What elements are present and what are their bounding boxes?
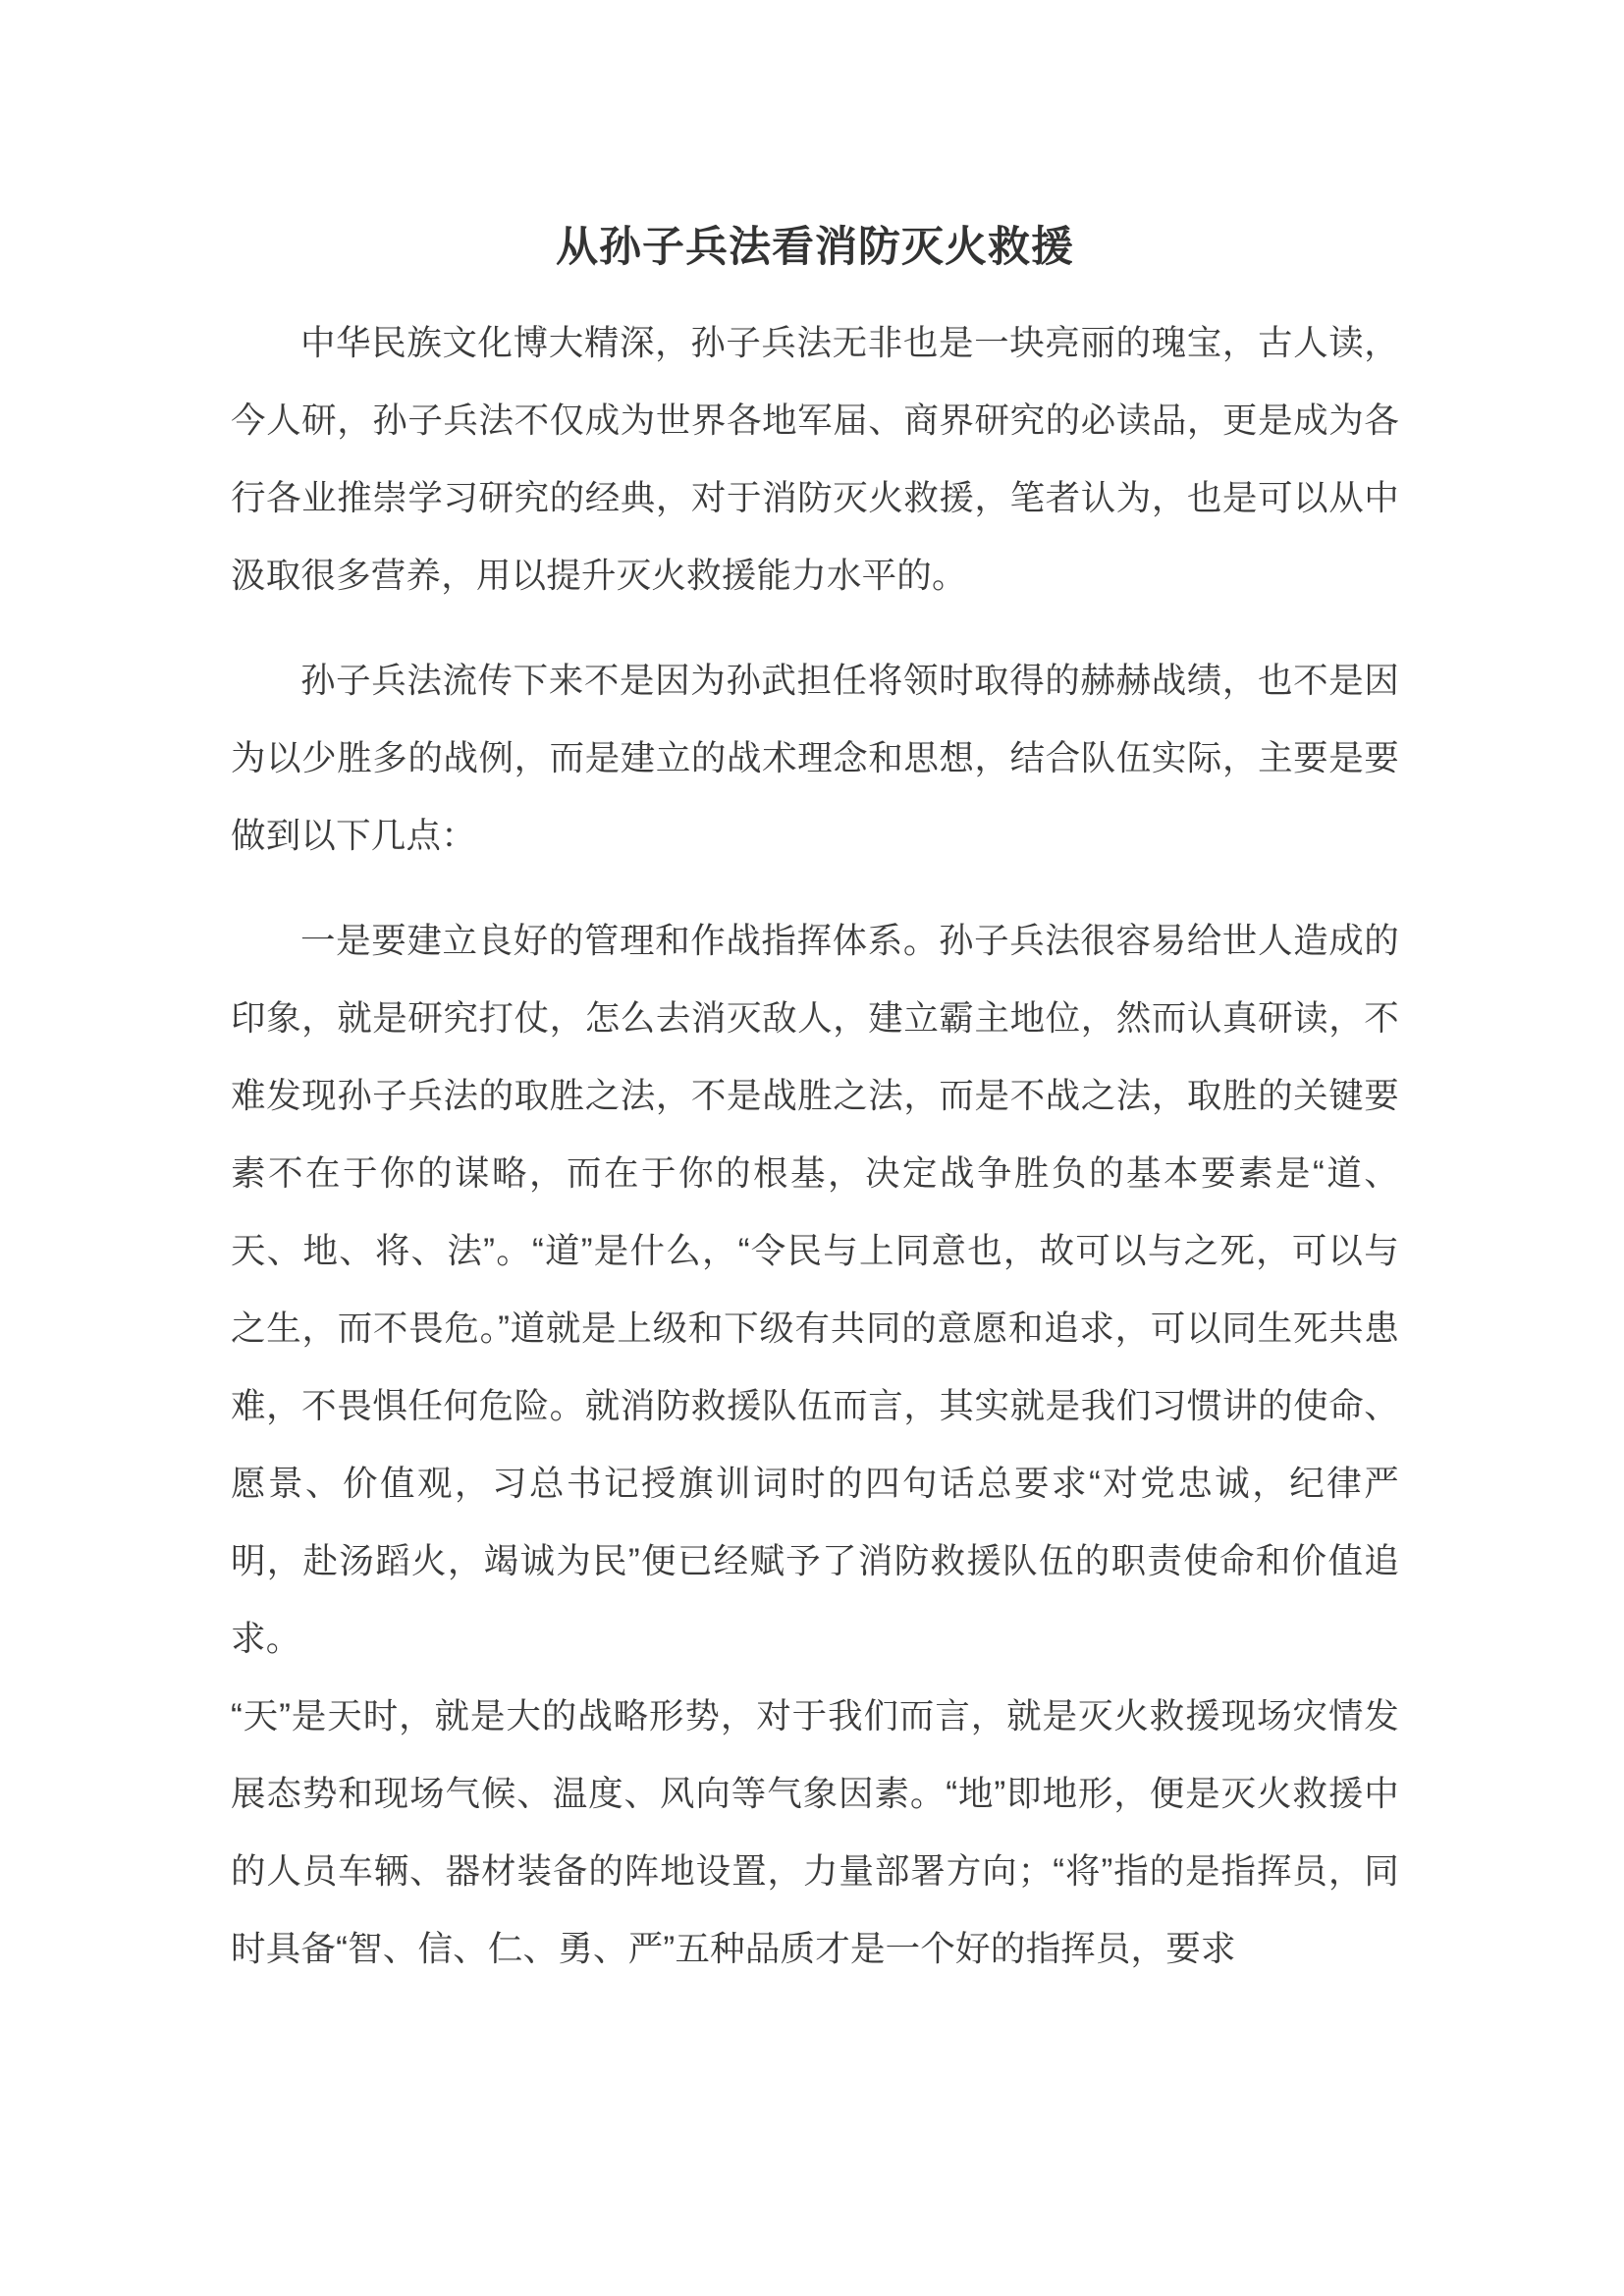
document-body xyxy=(231,304,1399,1988)
page-title: 从孙子兵法看消防灭火救援 xyxy=(556,224,1074,271)
page-content-area xyxy=(231,0,1399,2296)
paragraph: “天”是天时，就是大的战略形势，对于我们而言，就是灭火救援现场灾情发展态势和现场气候、温度、风向等气象因素。“地”即地形，便是灭火救援中的人员车辆、器材装备的阵地设置，力量部署方向；“将”指的是指挥员，同时具备“智、信、仁、勇、严”五种品质才是一个好的指挥员，要求 xyxy=(231,1695,1399,1968)
paragraph: 孙子兵法流传下来不是因为孙武担任将领时取得的赫赫战绩，也不是因为以少胜多的战例，而是建立的战术理念和思想，结合队伍实际，主要是要做到以下几点： xyxy=(231,660,1399,855)
paragraph: 中华民族文化博大精深，孙子兵法无非也是一块亮丽的瑰宝，古人读，今人研，孙子兵法不仅成为世界各地军届、商界研究的必读品，更是成为各行各业推崇学习研究的经典，对于消防灭火救援，笔者认为，也是可以从中汲取很多营养，用以提升灭火救援能力水平的。 xyxy=(231,322,1399,595)
paragraph: 一是要建立良好的管理和作战指挥体系。孙子兵法很容易给世人造成的印象，就是研究打仗，怎么去消灭敌人，建立霸主地位，然而认真研读，不难发现孙子兵法的取胜之法，不是战胜之法，而是不战之法，取胜的关键要素不在于你的谋略，而在于你的根基，决定战争胜负的基本要素是“道、天、地、将、法”。“道”是什么，“令民与上同意也，故可以与之死，可以与之生，而不畏危。”道就是上级和下级有共同的意愿和追求，可以同生死共患难，不畏惧任何危险。就消防救援队伍而言，其实就是我们习惯讲的使命、愿景、价值观，习总书记授旗训词时的四句话总要求“对党忠诚，纪律严明，赴汤蹈火，竭诚为民”便已经赋予了消防救援队伍的职责使命和价值追求。 xyxy=(231,920,1399,1658)
